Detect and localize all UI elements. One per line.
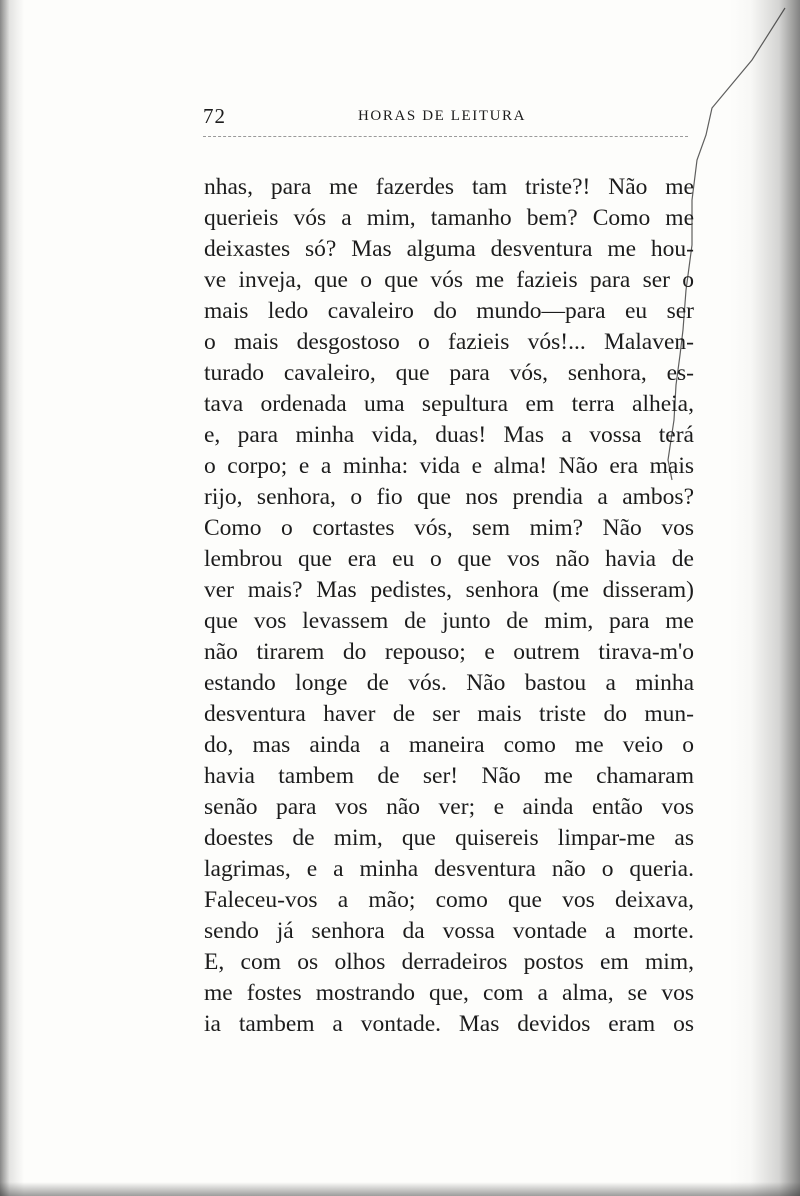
text-line: querieis vós a mim, tamanho bem? Como me xyxy=(204,205,694,231)
text-line: lagrimas, e a minha desventura não o queria. xyxy=(204,856,694,882)
text-line: E, com os olhos derradeiros postos em mim, xyxy=(204,949,694,975)
text-line: estando longe de vós. Não bastou a minha xyxy=(204,670,694,696)
running-title: HORAS DE LEITURA xyxy=(358,108,527,124)
text-line: ve inveja, que o que vós me fazieis para ser o xyxy=(204,267,694,293)
page-right-edge-shadow xyxy=(730,0,800,1196)
text-line: do, mas ainda a maneira como me veio o xyxy=(204,732,694,758)
text-line: sendo já senhora da vossa vontade a morte. xyxy=(204,918,694,944)
page-bottom-edge-shadow xyxy=(0,1182,800,1196)
text-line: havia tambem de ser! Não me chamaram xyxy=(204,763,694,789)
text-line: doestes de mim, que quisereis limpar-me as xyxy=(204,825,694,851)
text-line: Como o cortastes vós, sem mim? Não vos xyxy=(204,515,694,541)
text-line: tava ordenada uma sepultura em terra alheia, xyxy=(204,391,694,417)
text-line: o mais desgostoso o fazieis vós!... Malaven- xyxy=(204,329,694,355)
text-line: e, para minha vida, duas! Mas a vossa terá xyxy=(204,422,694,448)
text-line: rijo, senhora, o fio que nos prendia a ambos? xyxy=(204,484,694,510)
text-line: Faleceu-vos a mão; como que vos deixava, xyxy=(204,887,694,913)
text-line: que vos levassem de junto de mim, para me xyxy=(204,608,694,634)
text-line: senão para vos não ver; e ainda então vos xyxy=(204,794,694,820)
text-line: o corpo; e a minha: vida e alma! Não era mais xyxy=(204,453,694,479)
text-line: turado cavaleiro, que para vós, senhora, es- xyxy=(204,360,694,386)
page-number: 72 xyxy=(203,104,226,128)
text-line: lembrou que era eu o que vos não havia de xyxy=(204,546,694,572)
text-line: mais ledo cavaleiro do mundo—para eu ser xyxy=(204,298,694,324)
text-line: ia tambem a vontade. Mas devidos eram os xyxy=(204,1011,694,1037)
page-header xyxy=(203,104,693,134)
page-left-edge-shadow xyxy=(0,0,24,1196)
text-line: desventura haver de ser mais triste do mun- xyxy=(204,701,694,727)
text-line: me fostes mostrando que, com a alma, se vos xyxy=(204,980,694,1006)
text-line: nhas, para me fazerdes tam triste?! Não me xyxy=(204,174,694,200)
header-rule xyxy=(203,136,688,137)
text-line: ver mais? Mas pedistes, senhora (me disseram) xyxy=(204,577,694,603)
body-text xyxy=(204,172,694,1040)
text-line: não tirarem do repouso; e outrem tirava-m'o xyxy=(204,639,694,665)
text-line: deixastes só? Mas alguma desventura me hou- xyxy=(204,236,694,262)
